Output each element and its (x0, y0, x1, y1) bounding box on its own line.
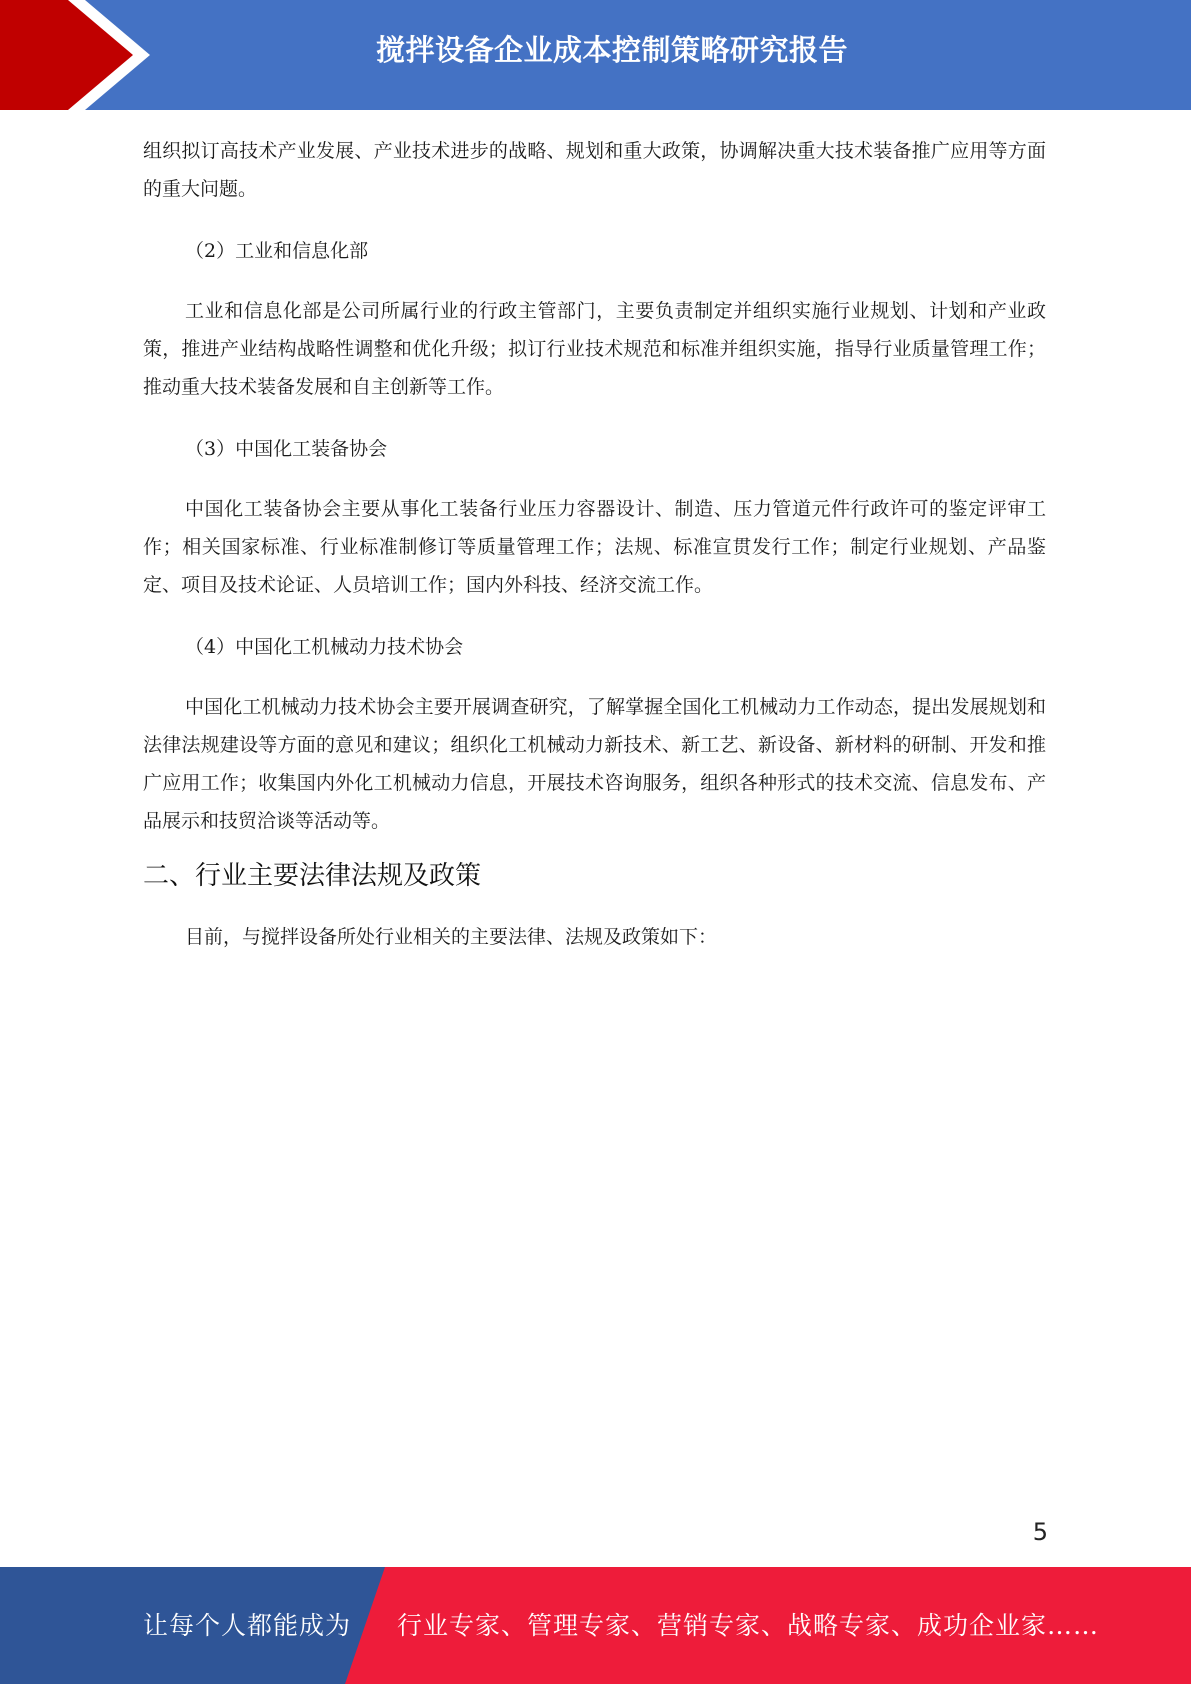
subheading-chemical-machinery-association: （4）中国化工机械动力技术协会 (185, 636, 464, 658)
paragraph-intro: 目前，与搅拌设备所处行业相关的主要法律、法规及政策如下： (185, 926, 718, 948)
page-content (143, 132, 1046, 956)
paragraph-chemical-equipment-association: 中国化工装备协会主要从事化工装备行业压力容器设计、制造、压力管道元件行政许可的鉴定评审工作；相关国家标准、行业标准制修订等质量管理工作；法规、标准宣贯发行工作；制定行业规划、产品鉴定、项目及技术论证、人员培训工作；国内外科技、经济交流工作。 (143, 498, 1046, 596)
subheading-miit: （2）工业和信息化部 (185, 240, 369, 262)
document-title: 搅拌设备企业成本控制策略研究报告 (375, 33, 848, 67)
paragraph-chemical-machinery-association: 中国化工机械动力技术协会主要开展调查研究，了解掌握全国化工机械动力工作动态，提出发展规划和法律法规建设等方面的意见和建议；组织化工机械动力新技术、新工艺、新设备、新材料的研制、开发和推广应用工作；收集国内外化工机械动力信息，开展技术咨询服务，组织各种形式的技术交流、信息发布、产品展示和技贸洽谈等活动等。 (143, 696, 1046, 832)
subheading-chemical-equipment-association: （3）中国化工装备协会 (185, 438, 388, 460)
page-footer (0, 1567, 1191, 1684)
page-header (0, 0, 1191, 110)
paragraph-continued: 组织拟订高技术产业发展、产业技术进步的战略、规划和重大政策，协调解决重大技术装备推广应用等方面的重大问题。 (143, 140, 1046, 200)
footer-slogan-right: 行业专家、管理专家、营销专家、战略专家、成功企业家…… (397, 1611, 1100, 1640)
footer-slogan-left: 让每个人都能成为 (143, 1611, 352, 1640)
section-heading: 二、行业主要法律法规及政策 (143, 861, 482, 891)
paragraph-miit: 工业和信息化部是公司所属行业的行政主管部门，主要负责制定并组织实施行业规划、计划和产业政策，推进产业结构战略性调整和优化升级；拟订行业技术规范和标准并组织实施，指导行业质量管理工作；推动重大技术装备发展和自主创新等工作。 (143, 300, 1046, 398)
page-number: 5 (1032, 1518, 1048, 1546)
